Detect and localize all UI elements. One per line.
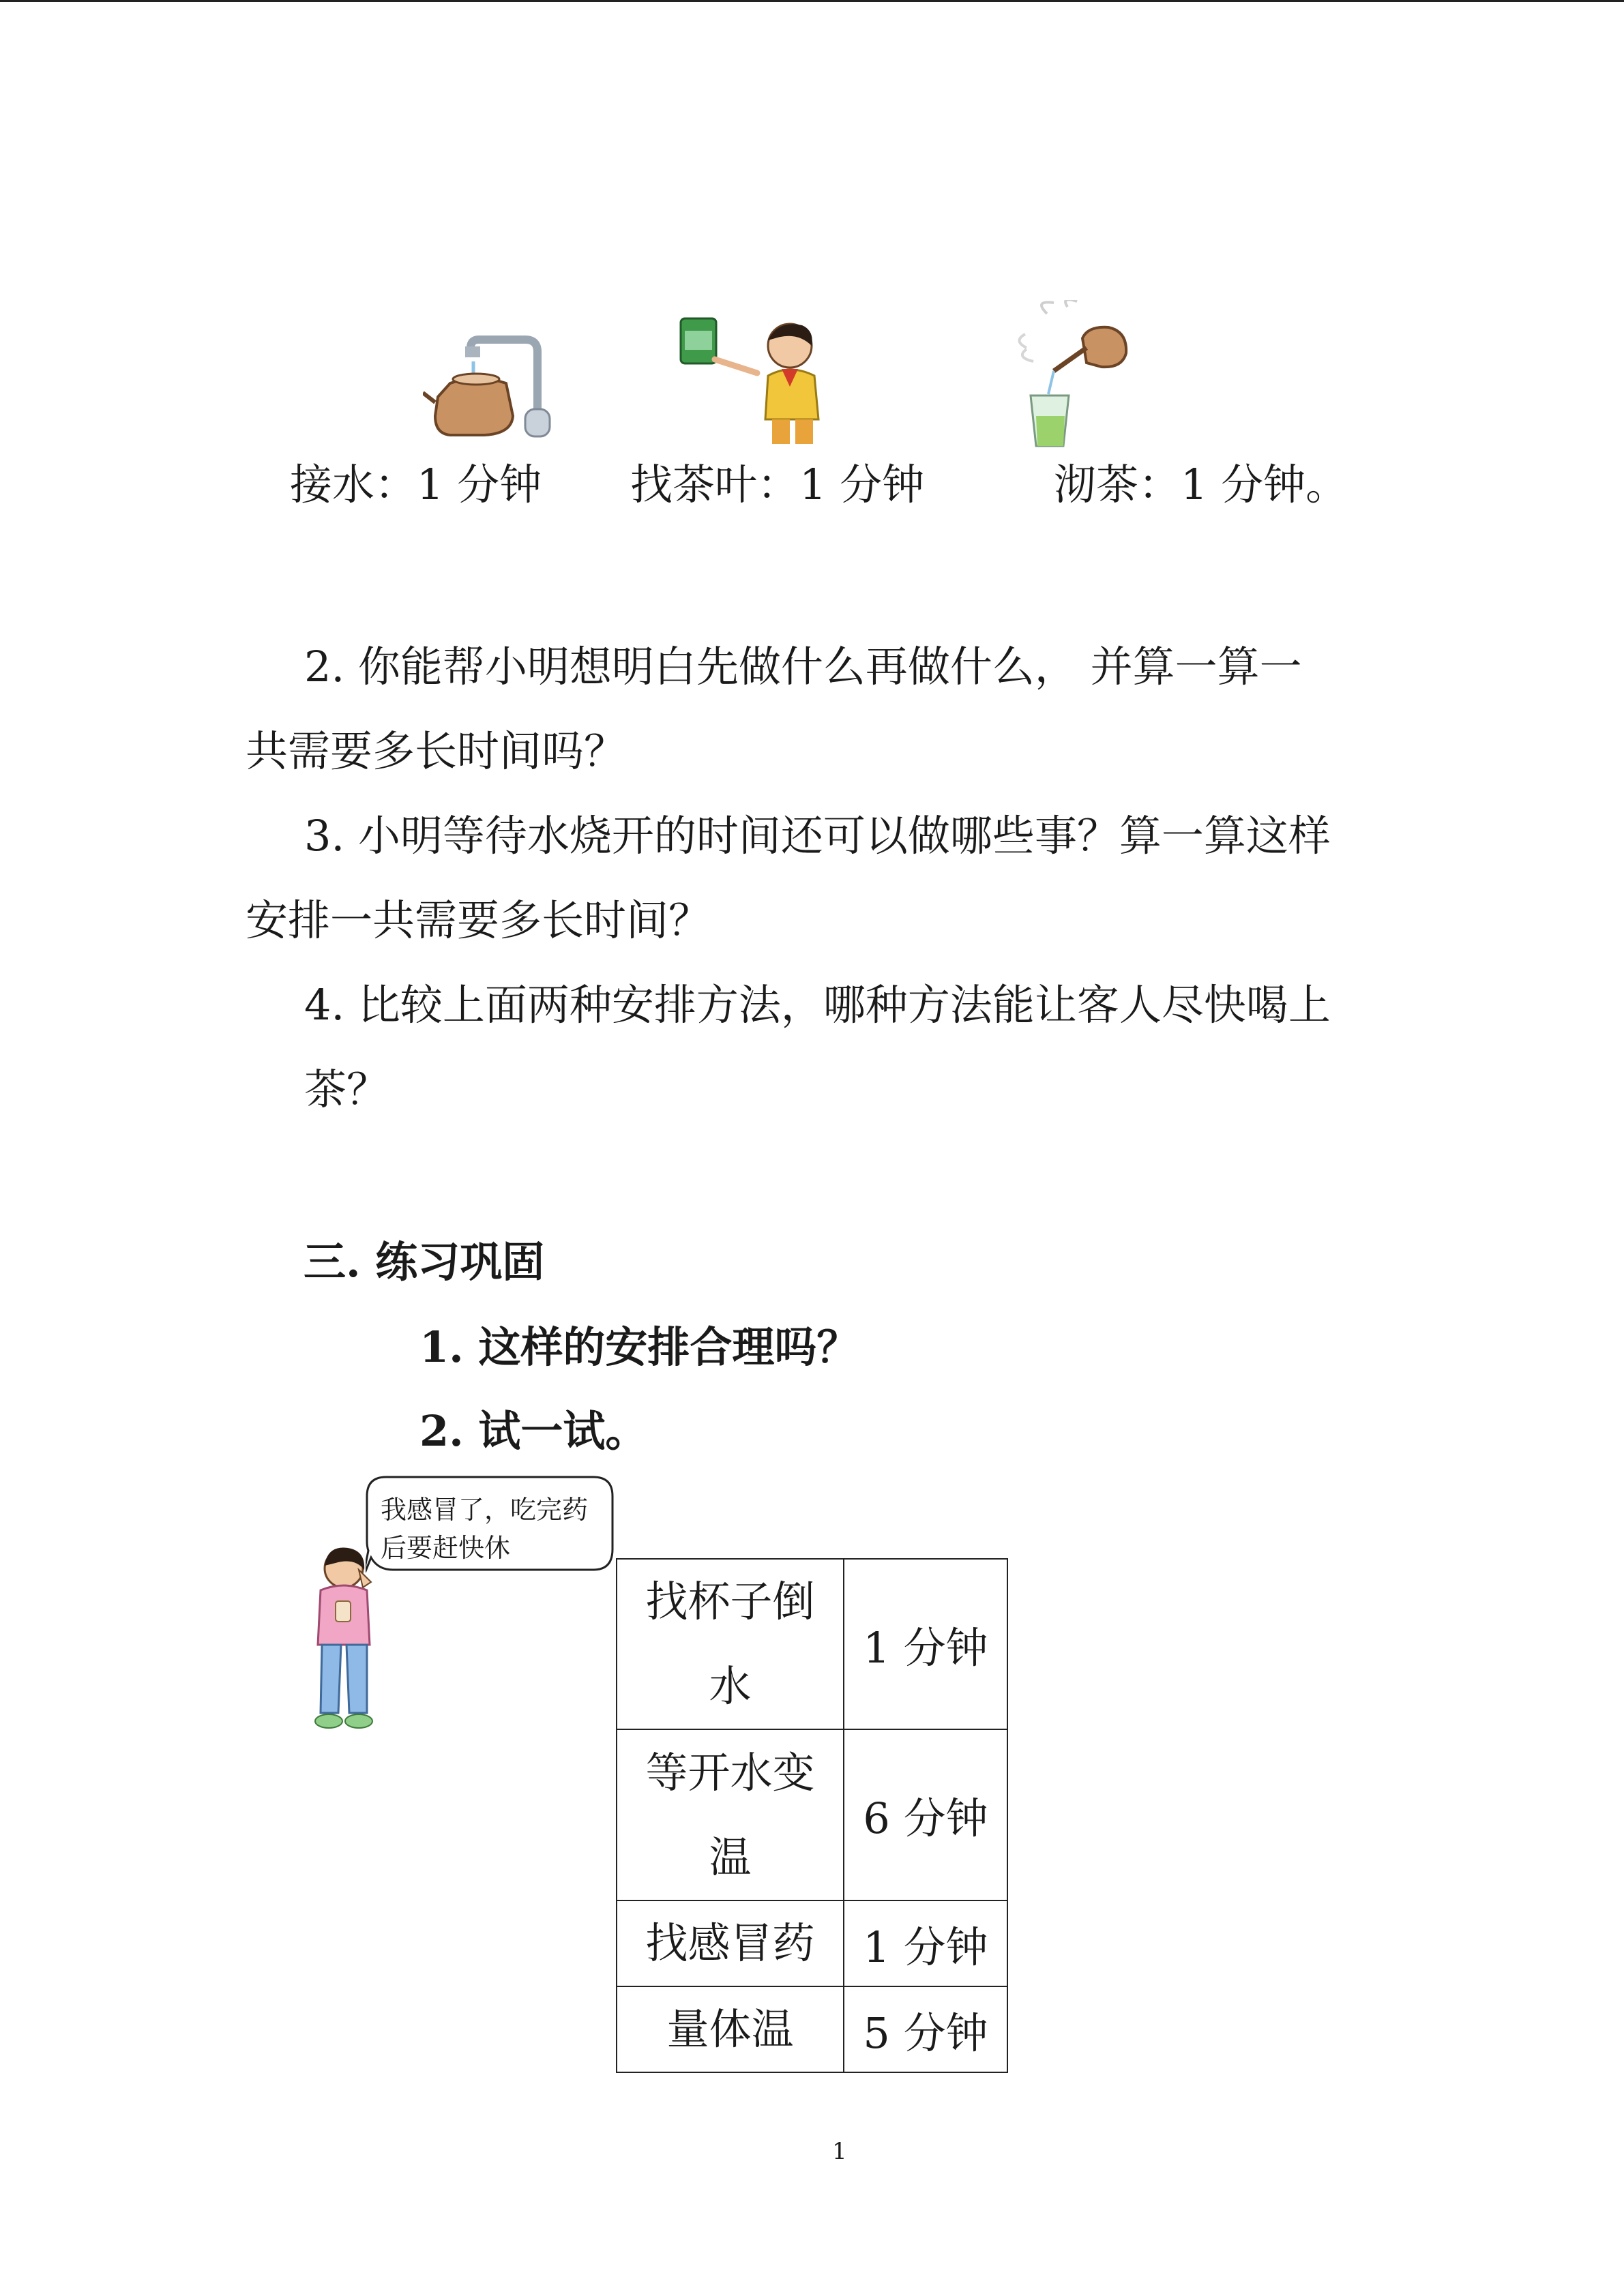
question-4-cont: 茶？ bbox=[304, 1064, 389, 1114]
section-number: 三. bbox=[304, 1237, 361, 1287]
exercise-2-number: 2. bbox=[419, 1406, 464, 1456]
step-caption-fetch-water: 接水：1 分钟 bbox=[290, 460, 542, 509]
boy-with-tea-can-icon bbox=[675, 310, 839, 447]
speech-text: 我感冒了，吃完药后要赶快休 bbox=[381, 1495, 589, 1563]
exercise-2 bbox=[419, 1406, 648, 1456]
task-name: 等开水变温 bbox=[645, 1747, 815, 1882]
question-2-line: 2. 你能帮小明想明白先做什么再做什么， 并算一算一 bbox=[304, 642, 1302, 691]
sick-girl-icon bbox=[300, 1542, 389, 1733]
page-top-border bbox=[0, 0, 1624, 2]
question-3-cont: 安排一共需要多长时间？ bbox=[246, 895, 711, 945]
duration-cell: 1 分钟 bbox=[844, 1900, 1007, 1986]
task-cell bbox=[617, 1900, 844, 1986]
question-2 bbox=[246, 625, 1364, 794]
time-table bbox=[616, 1558, 1008, 2073]
page-number: 1 bbox=[832, 2138, 847, 2165]
table-row bbox=[617, 1729, 1007, 1900]
task-name: 找杯子倒水 bbox=[645, 1577, 815, 1711]
task-name: 量体温 bbox=[666, 2004, 794, 2054]
table-row bbox=[617, 1986, 1007, 2072]
speech-bubble bbox=[366, 1476, 614, 1572]
exercise-1-text: 这样的安排合理吗？ bbox=[478, 1322, 859, 1372]
task-cell bbox=[617, 1986, 844, 2072]
exercise-1 bbox=[419, 1322, 859, 1372]
question-3 bbox=[246, 794, 1364, 963]
table-row bbox=[617, 1900, 1007, 1986]
duration-cell: 5 分钟 bbox=[844, 1986, 1007, 2072]
step-caption-find-tea: 找茶叶：1 分钟 bbox=[630, 460, 925, 509]
task-cell bbox=[617, 1559, 844, 1729]
exercise-1-number: 1. bbox=[419, 1322, 464, 1372]
step-caption-make-tea: 沏茶：1 分钟。 bbox=[1054, 460, 1348, 509]
task-cell bbox=[617, 1729, 844, 1900]
kettle-tap-icon bbox=[423, 334, 573, 443]
question-3-line: 3. 小明等待水烧开的时间还可以做哪些事？算一算这样 bbox=[304, 811, 1331, 861]
task-name: 找感冒药 bbox=[645, 1918, 815, 1968]
question-2-cont: 共需要多长时间吗？ bbox=[246, 726, 627, 776]
exercise-2-text: 试一试。 bbox=[478, 1406, 648, 1456]
question-4-line: 4. 比较上面两种安排方法，哪种方法能让客人尽快喝上 bbox=[304, 980, 1331, 1030]
question-4 bbox=[246, 963, 1364, 1132]
pour-tea-icon bbox=[1006, 300, 1142, 450]
section-title: 练习巩固 bbox=[375, 1237, 545, 1287]
duration-cell: 6 分钟 bbox=[844, 1729, 1007, 1900]
section-heading bbox=[304, 1237, 545, 1287]
duration-cell: 1 分钟 bbox=[844, 1559, 1007, 1729]
table-row bbox=[617, 1559, 1007, 1729]
